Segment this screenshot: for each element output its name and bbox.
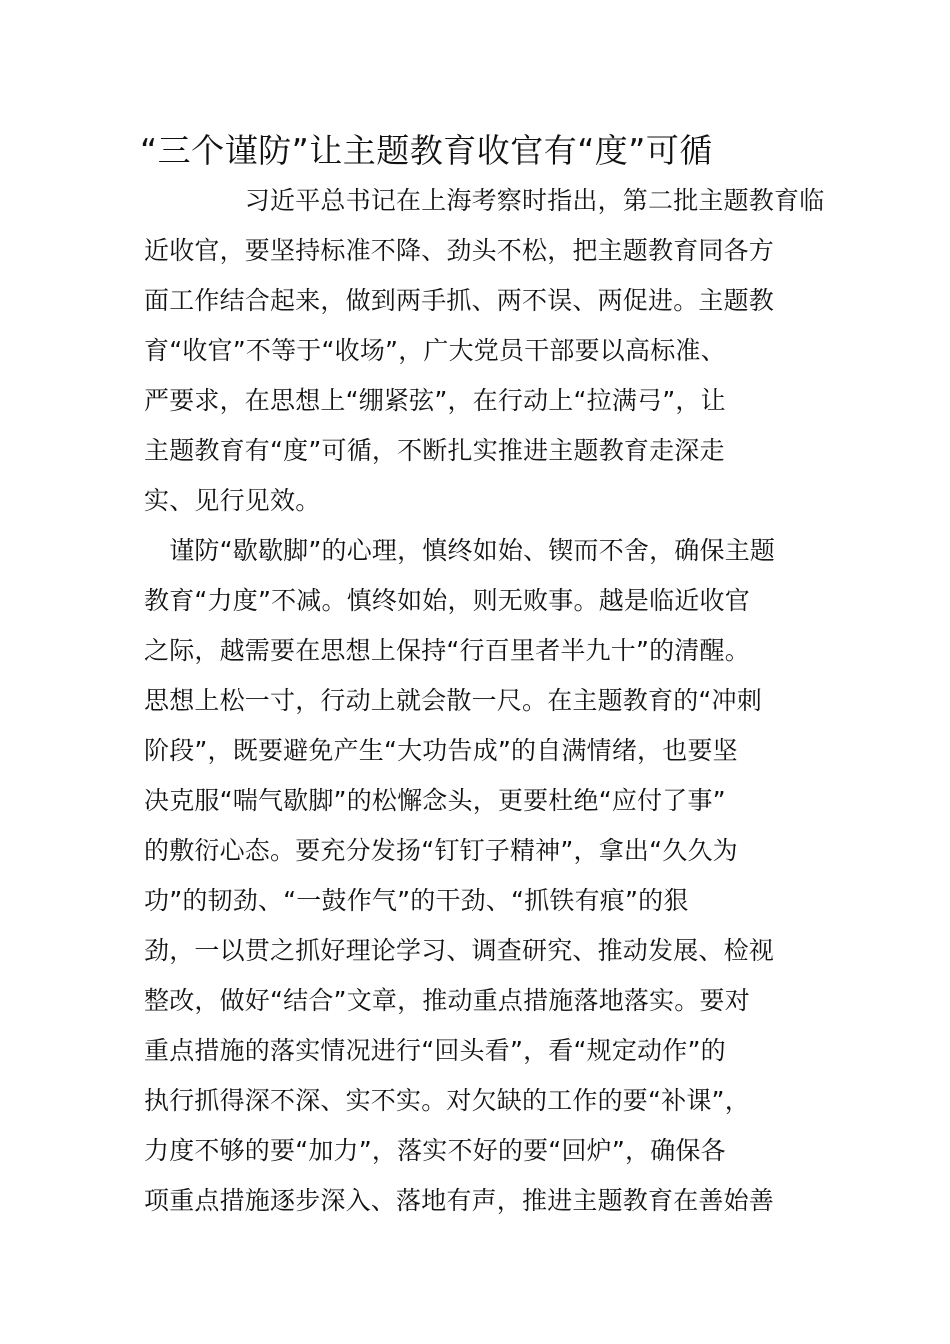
- text-line: 劲，一以贯之抓好理论学习、调查研究、推动发展、检视: [144, 936, 775, 965]
- text-line: 重点措施的落实情况进行“回头看”，看“规定动作”的: [144, 1036, 726, 1065]
- text-line: 习近平总书记在上海考察时指出，第二批主题教育临: [144, 186, 825, 215]
- document-body: [144, 176, 825, 1226]
- text-line: 实、见行见效。: [144, 486, 321, 515]
- text-line: 思想上松一寸，行动上就会散一尺。在主题教育的“冲刺: [144, 686, 762, 715]
- text-line: 之际，越需要在思想上保持“行百里者半九十”的清醒。: [144, 636, 750, 665]
- text-line: 的敷衍心态。要充分发扬“钉钉子精神”，拿出“久久为: [144, 836, 738, 865]
- text-line: 育“收官”不等于“收场”，广大党员干部要以高标准、: [144, 336, 726, 365]
- text-line: 主题教育有“度”可循，不断扎实推进主题教育走深走: [144, 436, 725, 465]
- text-line: 整改，做好“结合”文章，推动重点措施落地落实。要对: [144, 986, 750, 1015]
- text-line: 面工作结合起来，做到两手抓、两不误、两促进。主题教: [144, 286, 775, 315]
- text-line: 教育“力度”不减。慎终如始，则无败事。越是临近收官: [144, 586, 750, 615]
- text-line: 近收官，要坚持标准不降、劲头不松，把主题教育同各方: [144, 236, 775, 265]
- text-line: 严要求，在思想上“绷紧弦”，在行动上“拉满弓”，让: [144, 386, 726, 415]
- text-line: 决克服“喘气歇脚”的松懈念头，更要杜绝“应付了事”: [144, 786, 726, 815]
- text-line: 执行抓得深不深、实不实。对欠缺的工作的要“补课”，: [144, 1086, 750, 1115]
- text-line: 项重点措施逐步深入、落地有声，推进主题教育在善始善: [144, 1186, 775, 1215]
- text-line: 谨防“歇歇脚”的心理，慎终如始、锲而不舍，确保主题: [144, 536, 776, 565]
- text-line: 功”的韧劲、“一鼓作气”的干劲、“抓铁有痕”的狠: [144, 886, 689, 915]
- document-title: “三个谨防”让主题教育收官有“度”可循: [140, 131, 713, 170]
- text-line: 力度不够的要“加力”，落实不好的要“回炉”，确保各: [144, 1136, 726, 1165]
- text-line: 阶段”，既要避免产生“大功告成”的自满情绪，也要坚: [144, 736, 738, 765]
